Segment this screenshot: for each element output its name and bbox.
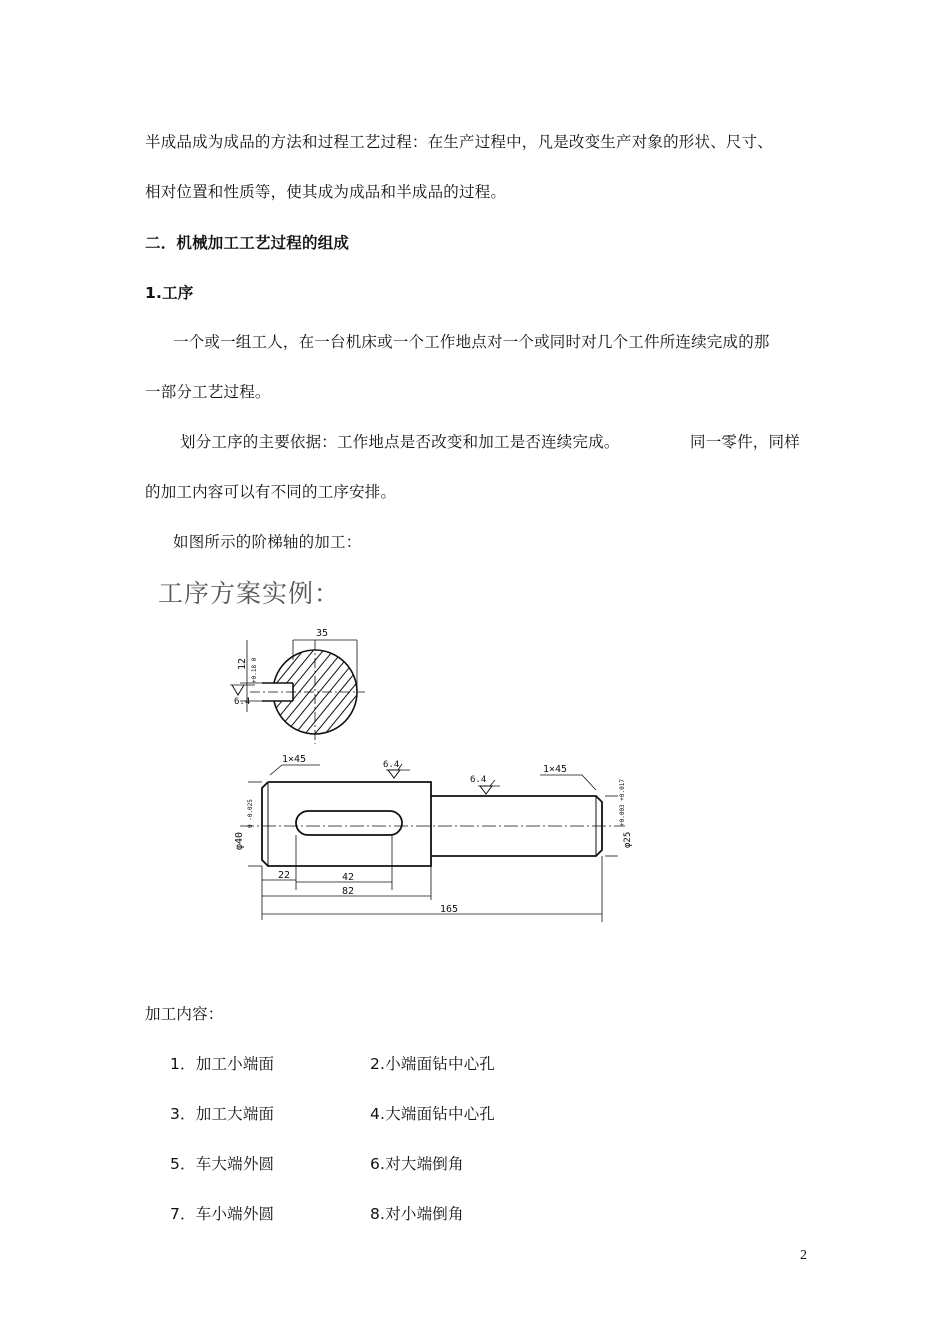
paragraph-line: 划分工序的主要依据：工作地点是否改变和加工是否连续完成。 <box>180 433 620 451</box>
paragraph-line: 如图所示的阶梯轴的加工： <box>173 533 362 551</box>
list-item: 3．加工大端面 <box>170 1105 275 1123</box>
rough-64c: 6.4 <box>470 775 487 785</box>
dim-165: 165 <box>440 904 459 915</box>
dim-35: 35 <box>316 628 329 639</box>
dim-22: 22 <box>278 870 291 881</box>
paragraph-line: 半成品成为成品的方法和过程工艺过程：在生产过程中，凡是改变生产对象的形状、尺寸、 <box>145 133 774 151</box>
list-item: 4.大端面钻中心孔 <box>370 1105 496 1123</box>
dim-42: 42 <box>342 872 355 883</box>
list-item: 2.小端面钻中心孔 <box>370 1055 496 1073</box>
section-heading: 二．机械加工工艺过程的组成 <box>145 234 350 252</box>
paragraph-line: 相对位置和性质等，使其成为成品和半成品的过程。 <box>145 183 507 201</box>
paragraph-line: 一部分工艺过程。 <box>145 383 271 401</box>
paragraph-line: 同一零件，同样 <box>690 433 800 451</box>
rough-64b: 6.4 <box>383 760 400 770</box>
chamfer-right: 1×45 <box>543 764 568 775</box>
list-item: 6.对大端倒角 <box>370 1155 464 1173</box>
dia25-tol: +0.003 +0.017 <box>619 779 626 826</box>
list-item: 1．加工小端面 <box>170 1055 275 1073</box>
figure-title: 工序方案实例： <box>158 579 341 608</box>
dia40: φ40 <box>234 831 245 850</box>
dim-82: 82 <box>342 886 355 897</box>
dia25: φ25 <box>623 831 633 848</box>
dim-12: 12 <box>237 657 248 670</box>
page-number: 2 <box>800 1248 807 1263</box>
list-item: 7．车小端外圆 <box>170 1205 275 1223</box>
shaft <box>240 782 625 866</box>
subsection-heading: 1.工序 <box>145 284 194 302</box>
cross-section <box>230 630 410 744</box>
list-item: 8.对小端倒角 <box>370 1205 464 1223</box>
rough-64a: 6.4 <box>234 697 251 707</box>
content-label: 加工内容： <box>145 1005 224 1023</box>
paragraph-line: 的加工内容可以有不同的工序安排。 <box>145 483 397 501</box>
list-item: 5．车大端外圆 <box>170 1155 275 1173</box>
paragraph-line: 一个或一组工人，在一台机床或一个工作地点对一个或同时对几个工件所连续完成的那 <box>173 333 770 351</box>
dia40-tol: 0 -0.025 <box>247 799 254 828</box>
chamfer-left: 1×45 <box>282 754 307 765</box>
dim-12-tol: +0.18 0 <box>251 657 258 683</box>
